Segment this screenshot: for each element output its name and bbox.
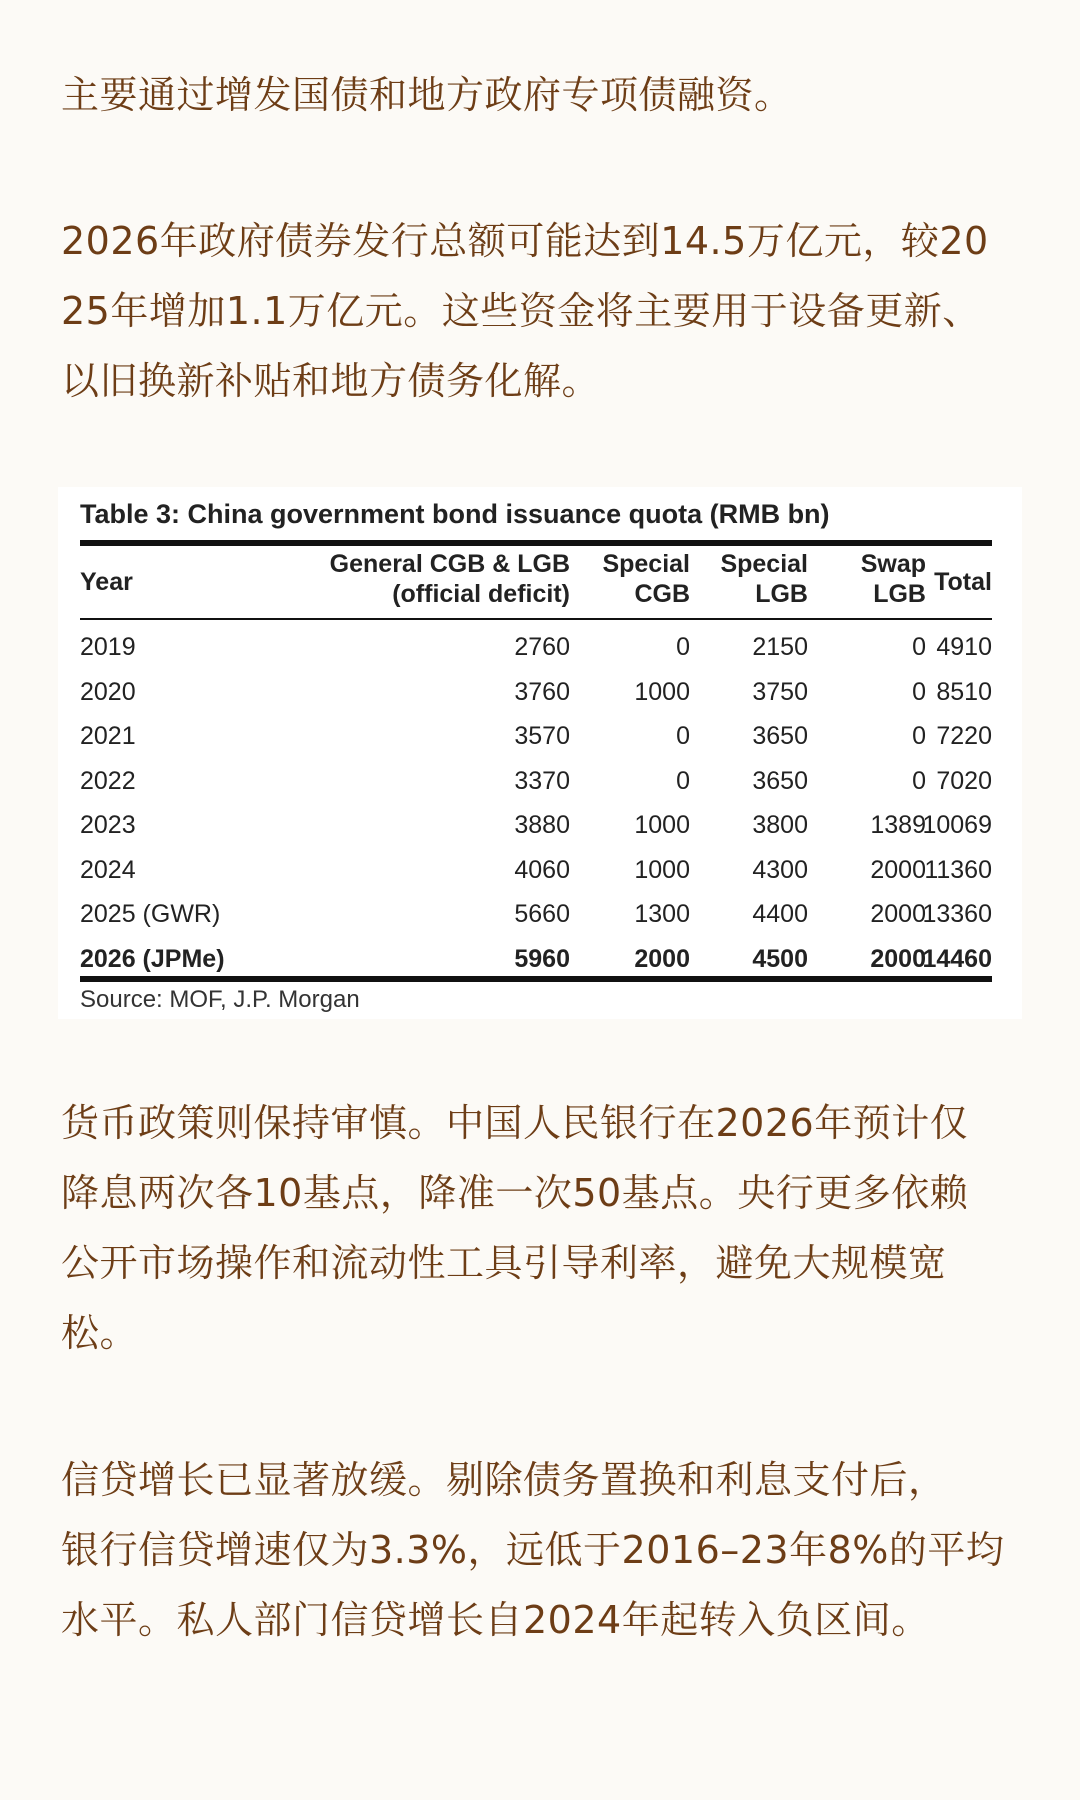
table-row bbox=[58, 714, 1022, 759]
header-special-lgb: Special LGB bbox=[720, 550, 808, 608]
table-header-rule bbox=[80, 618, 992, 620]
cell-swap-lgb: 0 bbox=[912, 677, 926, 706]
table-row bbox=[58, 759, 1022, 804]
paragraph-line: 25年增加1.1万亿元。这些资金将主要用于设备更新、 bbox=[61, 289, 981, 333]
paragraph-line: 主要通过增发国债和地方政府专项债融资。 bbox=[61, 73, 793, 117]
cell-special-lgb: 3650 bbox=[752, 766, 808, 795]
cell-general: 5660 bbox=[514, 900, 570, 928]
cell-special-cgb: 2000 bbox=[634, 944, 690, 973]
cell-year: 2024 bbox=[80, 855, 136, 884]
paragraph-line: 货币政策则保持审慎。中国人民银行在2026年预计仅 bbox=[61, 1101, 969, 1145]
bond-quota-table-image bbox=[58, 487, 1022, 1019]
cell-total: 7220 bbox=[936, 722, 992, 750]
cell-swap-lgb: 0 bbox=[912, 722, 926, 750]
cell-swap-lgb: 2000 bbox=[870, 900, 926, 928]
table-top-rule bbox=[80, 540, 992, 546]
header-total: Total bbox=[934, 568, 992, 596]
cell-year: 2019 bbox=[80, 633, 136, 661]
cell-general: 5960 bbox=[514, 944, 570, 973]
cell-special-lgb: 3750 bbox=[752, 677, 808, 706]
cell-special-cgb: 0 bbox=[676, 633, 690, 661]
cell-total: 7020 bbox=[936, 766, 992, 795]
paragraph-monetary-policy bbox=[61, 1088, 1021, 1368]
cell-general: 3370 bbox=[514, 766, 570, 795]
cell-total: 8510 bbox=[936, 677, 992, 706]
cell-special-cgb: 1000 bbox=[634, 855, 690, 884]
cell-swap-lgb: 2000 bbox=[870, 855, 926, 884]
table-row bbox=[58, 670, 1022, 715]
header-swap-lgb: Swap LGB bbox=[860, 550, 926, 608]
cell-special-lgb: 3650 bbox=[752, 722, 808, 750]
cell-general: 2760 bbox=[514, 633, 570, 661]
cell-year: 2021 bbox=[80, 722, 136, 750]
paragraph-line: 信贷增长已显著放缓。剔除债务置换和利息支付后， bbox=[61, 1458, 947, 1502]
paragraph-line: 银行信贷增速仅为3.3%，远低于2016–23年8%的平均 bbox=[61, 1528, 1005, 1572]
table-source: Source: MOF, J.P. Morgan bbox=[80, 986, 360, 1013]
cell-total: 10069 bbox=[922, 811, 992, 839]
cell-total: 14460 bbox=[922, 944, 992, 973]
table-row bbox=[58, 937, 1022, 982]
cell-total: 4910 bbox=[936, 633, 992, 661]
table-row bbox=[58, 625, 1022, 670]
cell-special-lgb: 4500 bbox=[752, 944, 808, 973]
cell-swap-lgb: 1389 bbox=[870, 811, 926, 839]
table-bottom-rule bbox=[80, 976, 992, 982]
paragraph-line: 水平。私人部门信贷增长自2024年起转入负区间。 bbox=[61, 1598, 930, 1642]
table-row bbox=[58, 892, 1022, 937]
header-special-cgb: Special CGB bbox=[602, 550, 690, 608]
cell-general: 4060 bbox=[514, 855, 570, 884]
paragraph-line: 2026年政府债券发行总额可能达到14.5万亿元，较20 bbox=[61, 219, 989, 263]
cell-special-cgb: 1000 bbox=[634, 677, 690, 706]
header-general-cgb-lgb: General CGB & LGB (official deficit) bbox=[329, 550, 570, 608]
cell-swap-lgb: 0 bbox=[912, 633, 926, 661]
cell-year: 2025 (GWR) bbox=[80, 900, 221, 928]
cell-swap-lgb: 0 bbox=[912, 766, 926, 795]
paragraph-fiscal-financing bbox=[61, 60, 1021, 130]
cell-special-lgb: 4400 bbox=[752, 900, 808, 928]
cell-total: 11360 bbox=[924, 855, 992, 884]
paragraph-line: 降息两次各10基点，降准一次50基点。央行更多依赖 bbox=[61, 1171, 969, 1215]
cell-special-lgb: 4300 bbox=[752, 855, 808, 884]
paragraph-line: 公开市场操作和流动性工具引导利率，避免大规模宽 bbox=[61, 1241, 947, 1285]
cell-special-cgb: 1000 bbox=[634, 811, 690, 839]
header-year: Year bbox=[80, 568, 133, 596]
cell-general: 3880 bbox=[514, 811, 570, 839]
table-row bbox=[58, 803, 1022, 848]
cell-year: 2026 (JPMe) bbox=[80, 944, 225, 973]
table-title: Table 3: China government bond issuance quota (RMB bn) bbox=[80, 499, 830, 529]
cell-year: 2020 bbox=[80, 677, 136, 706]
cell-special-cgb: 1300 bbox=[634, 900, 690, 928]
cell-special-cgb: 0 bbox=[676, 766, 690, 795]
cell-year: 2022 bbox=[80, 766, 136, 795]
table-body bbox=[58, 625, 1022, 981]
cell-general: 3760 bbox=[514, 677, 570, 706]
paragraph-line: 以旧换新补贴和地方债务化解。 bbox=[61, 359, 601, 403]
cell-total: 13360 bbox=[922, 900, 992, 928]
paragraph-credit-growth bbox=[61, 1445, 1021, 1655]
cell-general: 3570 bbox=[514, 722, 570, 750]
cell-swap-lgb: 2000 bbox=[870, 944, 926, 973]
paragraph-line: 松。 bbox=[61, 1311, 139, 1355]
cell-year: 2023 bbox=[80, 811, 136, 839]
cell-special-lgb: 3800 bbox=[752, 811, 808, 839]
cell-special-cgb: 0 bbox=[676, 722, 690, 750]
paragraph-bond-issuance bbox=[61, 206, 1021, 416]
cell-special-lgb: 2150 bbox=[752, 633, 808, 661]
table-row bbox=[58, 848, 1022, 893]
